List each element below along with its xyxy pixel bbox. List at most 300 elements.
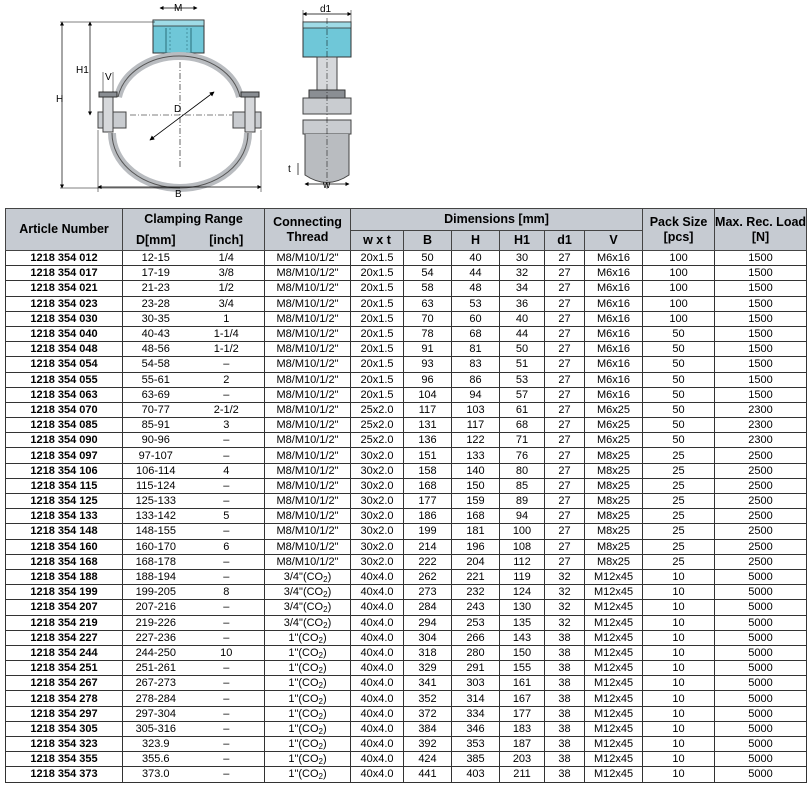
cell-dim-V: M8x25: [585, 539, 643, 554]
cell-clamping-d-mm: 54-58: [123, 357, 189, 372]
cell-dim-H: 48: [452, 281, 500, 296]
cell-dim-B: 158: [404, 463, 452, 478]
cell-dim-B: 131: [404, 418, 452, 433]
cell-article-number: 1218 354 023: [6, 296, 123, 311]
cell-dim-H1: 44: [500, 326, 545, 341]
cell-dim-d1: 27: [545, 296, 585, 311]
cell-clamping-inch: 4: [189, 463, 265, 478]
cell-dim-H: 253: [452, 615, 500, 630]
table-row: [6, 630, 807, 645]
cell-pack-size: 50: [643, 357, 715, 372]
cell-dim-d1: 27: [545, 402, 585, 417]
cell-clamping-d-mm: 168-178: [123, 554, 189, 569]
cell-article-number: 1218 354 054: [6, 357, 123, 372]
cell-article-number: 1218 354 278: [6, 691, 123, 706]
cell-max-rec-load: 1500: [715, 296, 807, 311]
cell-clamping-inch: –: [189, 691, 265, 706]
cell-pack-size: 50: [643, 433, 715, 448]
cell-dim-H1: 50: [500, 342, 545, 357]
cell-clamping-inch: –: [189, 615, 265, 630]
cell-clamping-d-mm: 323.9: [123, 737, 189, 752]
cell-max-rec-load: 5000: [715, 615, 807, 630]
cell-dim-H: 232: [452, 585, 500, 600]
cell-max-rec-load: 2300: [715, 418, 807, 433]
cell-clamping-d-mm: 90-96: [123, 433, 189, 448]
cell-article-number: 1218 354 070: [6, 402, 123, 417]
cell-dim-H: 196: [452, 539, 500, 554]
cell-max-rec-load: 2500: [715, 524, 807, 539]
cell-pack-size: 10: [643, 767, 715, 782]
cell-wxt: 40x4.0: [351, 676, 404, 691]
label-d1: d1: [320, 4, 332, 15]
cell-dim-H1: 187: [500, 737, 545, 752]
cell-clamping-d-mm: 97-107: [123, 448, 189, 463]
cell-wxt: 30x2.0: [351, 463, 404, 478]
cell-dim-H: 83: [452, 357, 500, 372]
cell-dim-V: M6x25: [585, 418, 643, 433]
cell-dim-H1: 177: [500, 706, 545, 721]
cell-dim-H: 60: [452, 311, 500, 326]
cell-dim-B: 136: [404, 433, 452, 448]
cell-wxt: 30x2.0: [351, 509, 404, 524]
cell-connecting-thread: M8/M10/1/2": [265, 357, 351, 372]
cell-clamping-d-mm: 40-43: [123, 326, 189, 341]
cell-connecting-thread: $1"(CO_2)$: [265, 661, 351, 676]
cell-dim-d1: 27: [545, 281, 585, 296]
cell-clamping-inch: –: [189, 478, 265, 493]
cell-clamping-d-mm: 23-28: [123, 296, 189, 311]
cell-clamping-inch: 1/2: [189, 281, 265, 296]
cell-dim-H: 86: [452, 372, 500, 387]
cell-wxt: 20x1.5: [351, 266, 404, 281]
table-header: [6, 209, 807, 251]
cell-max-rec-load: 1500: [715, 326, 807, 341]
cell-pack-size: 10: [643, 569, 715, 584]
cell-dim-d1: 38: [545, 630, 585, 645]
header-B: B: [404, 231, 452, 251]
cell-dim-H: 117: [452, 418, 500, 433]
cell-clamping-inch: –: [189, 721, 265, 736]
cell-dim-B: 91: [404, 342, 452, 357]
cell-wxt: 40x4.0: [351, 752, 404, 767]
cell-connecting-thread: M8/M10/1/2": [265, 433, 351, 448]
header-d1: d1: [545, 231, 585, 251]
cell-clamping-d-mm: 160-170: [123, 539, 189, 554]
cell-pack-size: 25: [643, 524, 715, 539]
cell-clamping-inch: –: [189, 661, 265, 676]
table-row: [6, 767, 807, 782]
cell-clamping-d-mm: 305-316: [123, 721, 189, 736]
cell-max-rec-load: 5000: [715, 585, 807, 600]
cell-clamping-inch: –: [189, 737, 265, 752]
cell-max-rec-load: 1500: [715, 311, 807, 326]
cell-wxt: 40x4.0: [351, 630, 404, 645]
cell-max-rec-load: 1500: [715, 266, 807, 281]
cell-pack-size: 10: [643, 676, 715, 691]
cell-article-number: 1218 354 090: [6, 433, 123, 448]
cell-dim-V: M8x25: [585, 554, 643, 569]
cell-dim-V: M12x45: [585, 752, 643, 767]
cell-dim-d1: 32: [545, 600, 585, 615]
cell-dim-d1: 27: [545, 251, 585, 266]
cell-max-rec-load: 5000: [715, 752, 807, 767]
cell-pack-size: 10: [643, 600, 715, 615]
cell-connecting-thread: M8/M10/1/2": [265, 372, 351, 387]
side-view-drawing: [288, 4, 351, 191]
cell-dim-d1: 27: [545, 539, 585, 554]
cell-pack-size: 50: [643, 418, 715, 433]
cell-dim-B: 93: [404, 357, 452, 372]
cell-article-number: 1218 354 115: [6, 478, 123, 493]
cell-max-rec-load: 2500: [715, 539, 807, 554]
cell-clamping-d-mm: 17-19: [123, 266, 189, 281]
cell-dim-B: 186: [404, 509, 452, 524]
cell-connecting-thread: $1"(CO_2)$: [265, 691, 351, 706]
cell-clamping-d-mm: 373.0: [123, 767, 189, 782]
cell-article-number: 1218 354 323: [6, 737, 123, 752]
cell-connecting-thread: $3/4"(CO_2)$: [265, 615, 351, 630]
cell-wxt: 40x4.0: [351, 615, 404, 630]
header-pack-size: Pack Size [pcs]: [643, 209, 715, 251]
cell-wxt: 30x2.0: [351, 448, 404, 463]
cell-connecting-thread: $3/4"(CO_2)$: [265, 600, 351, 615]
cell-dim-B: 392: [404, 737, 452, 752]
cell-wxt: 40x4.0: [351, 661, 404, 676]
cell-article-number: 1218 354 207: [6, 600, 123, 615]
table-row: [6, 752, 807, 767]
cell-dim-B: 372: [404, 706, 452, 721]
cell-connecting-thread: $3/4"(CO_2)$: [265, 569, 351, 584]
cell-dim-d1: 27: [545, 463, 585, 478]
cell-dim-V: M12x45: [585, 706, 643, 721]
cell-dim-V: M6x16: [585, 266, 643, 281]
cell-connecting-thread: M8/M10/1/2": [265, 448, 351, 463]
cell-pack-size: 10: [643, 706, 715, 721]
cell-connecting-thread: M8/M10/1/2": [265, 509, 351, 524]
cell-max-rec-load: 1500: [715, 372, 807, 387]
cell-clamping-inch: –: [189, 706, 265, 721]
cell-dim-d1: 27: [545, 478, 585, 493]
cell-clamping-inch: 2: [189, 372, 265, 387]
cell-dim-H: 303: [452, 676, 500, 691]
cell-pack-size: 10: [643, 645, 715, 660]
cell-wxt: 40x4.0: [351, 706, 404, 721]
cell-clamping-inch: 1/4: [189, 251, 265, 266]
cell-max-rec-load: 2500: [715, 494, 807, 509]
cell-pack-size: 100: [643, 251, 715, 266]
cell-dim-V: M12x45: [585, 676, 643, 691]
cell-dim-V: M8x25: [585, 448, 643, 463]
cell-max-rec-load: 5000: [715, 737, 807, 752]
table-row: [6, 494, 807, 509]
table-row: [6, 433, 807, 448]
header-dimensions: Dimensions [mm]: [351, 209, 643, 231]
cell-dim-H: 81: [452, 342, 500, 357]
cell-clamping-d-mm: 148-155: [123, 524, 189, 539]
cell-wxt: 30x2.0: [351, 554, 404, 569]
cell-dim-H1: 34: [500, 281, 545, 296]
technical-drawings: [0, 0, 811, 205]
cell-dim-V: M12x45: [585, 661, 643, 676]
cell-connecting-thread: M8/M10/1/2": [265, 251, 351, 266]
cell-wxt: 20x1.5: [351, 357, 404, 372]
cell-clamping-inch: 10: [189, 645, 265, 660]
cell-dim-d1: 38: [545, 737, 585, 752]
cell-dim-H: 94: [452, 387, 500, 402]
cell-dim-H1: 40: [500, 311, 545, 326]
cell-dim-V: M8x25: [585, 509, 643, 524]
cell-clamping-inch: –: [189, 752, 265, 767]
cell-dim-H: 103: [452, 402, 500, 417]
cell-article-number: 1218 354 160: [6, 539, 123, 554]
cell-clamping-d-mm: 297-304: [123, 706, 189, 721]
cell-dim-H: 159: [452, 494, 500, 509]
cell-max-rec-load: 1500: [715, 251, 807, 266]
table-row: [6, 737, 807, 752]
cell-wxt: 40x4.0: [351, 721, 404, 736]
cell-dim-H1: 167: [500, 691, 545, 706]
cell-dim-V: M8x25: [585, 524, 643, 539]
cell-dim-H: 68: [452, 326, 500, 341]
cell-dim-H: 53: [452, 296, 500, 311]
cell-article-number: 1218 354 097: [6, 448, 123, 463]
cell-dim-H1: 130: [500, 600, 545, 615]
cell-dim-H: 266: [452, 630, 500, 645]
header-article-number: Article Number: [6, 209, 123, 251]
cell-dim-H: 280: [452, 645, 500, 660]
cell-dim-V: M6x16: [585, 296, 643, 311]
cell-dim-V: M12x45: [585, 615, 643, 630]
cell-dim-H: 122: [452, 433, 500, 448]
cell-wxt: 30x2.0: [351, 539, 404, 554]
cell-dim-V: M8x25: [585, 478, 643, 493]
cell-article-number: 1218 354 267: [6, 676, 123, 691]
front-view-drawing: [56, 3, 261, 200]
header-V: V: [585, 231, 643, 251]
cell-pack-size: 25: [643, 478, 715, 493]
cell-dim-B: 151: [404, 448, 452, 463]
cell-max-rec-load: 2500: [715, 509, 807, 524]
cell-connecting-thread: $1"(CO_2)$: [265, 645, 351, 660]
cell-dim-d1: 27: [545, 509, 585, 524]
cell-pack-size: 10: [643, 752, 715, 767]
cell-dim-B: 104: [404, 387, 452, 402]
cell-dim-H: 44: [452, 266, 500, 281]
cell-max-rec-load: 2500: [715, 448, 807, 463]
cell-wxt: 40x4.0: [351, 737, 404, 752]
label-H: H: [56, 94, 64, 105]
cell-clamping-inch: 3/8: [189, 266, 265, 281]
cell-dim-V: M12x45: [585, 645, 643, 660]
cell-clamping-d-mm: 251-261: [123, 661, 189, 676]
cell-clamping-d-mm: 85-91: [123, 418, 189, 433]
table-row: [6, 721, 807, 736]
cell-max-rec-load: 1500: [715, 357, 807, 372]
cell-dim-d1: 38: [545, 676, 585, 691]
cell-dim-H1: 211: [500, 767, 545, 782]
table-row: [6, 357, 807, 372]
cell-dim-H1: 108: [500, 539, 545, 554]
cell-clamping-inch: 8: [189, 585, 265, 600]
cell-clamping-inch: –: [189, 448, 265, 463]
cell-dim-H1: 119: [500, 569, 545, 584]
cell-clamping-d-mm: 70-77: [123, 402, 189, 417]
cell-max-rec-load: 2500: [715, 478, 807, 493]
cell-dim-H1: 76: [500, 448, 545, 463]
cell-dim-H: 181: [452, 524, 500, 539]
cell-dim-V: M6x16: [585, 281, 643, 296]
cell-dim-H1: 32: [500, 266, 545, 281]
label-t: t: [288, 164, 291, 175]
table-row: [6, 342, 807, 357]
label-w: w: [323, 180, 331, 191]
cell-dim-V: M6x25: [585, 433, 643, 448]
header-max-rec-load: Max. Rec. Load [N]: [715, 209, 807, 251]
cell-clamping-inch: –: [189, 494, 265, 509]
header-H: H: [452, 231, 500, 251]
cell-dim-B: 117: [404, 402, 452, 417]
cell-article-number: 1218 354 106: [6, 463, 123, 478]
cell-dim-H1: 68: [500, 418, 545, 433]
cell-clamping-d-mm: 30-35: [123, 311, 189, 326]
cell-dim-B: 177: [404, 494, 452, 509]
cell-max-rec-load: 5000: [715, 767, 807, 782]
table-row: [6, 251, 807, 266]
cell-dim-H: 40: [452, 251, 500, 266]
cell-article-number: 1218 354 305: [6, 721, 123, 736]
cell-dim-B: 63: [404, 296, 452, 311]
cell-dim-V: M12x45: [585, 767, 643, 782]
cell-article-number: 1218 354 188: [6, 569, 123, 584]
cell-clamping-d-mm: 21-23: [123, 281, 189, 296]
cell-max-rec-load: 1500: [715, 281, 807, 296]
table-row: [6, 326, 807, 341]
cell-dim-d1: 27: [545, 387, 585, 402]
cell-clamping-d-mm: 48-56: [123, 342, 189, 357]
cell-clamping-inch: –: [189, 630, 265, 645]
cell-clamping-inch: 1: [189, 311, 265, 326]
cell-dim-H1: 61: [500, 402, 545, 417]
cell-wxt: 25x2.0: [351, 433, 404, 448]
cell-max-rec-load: 5000: [715, 706, 807, 721]
table-row: [6, 676, 807, 691]
cell-article-number: 1218 354 219: [6, 615, 123, 630]
cell-pack-size: 25: [643, 554, 715, 569]
cell-dim-V: M6x16: [585, 357, 643, 372]
cell-article-number: 1218 354 017: [6, 266, 123, 281]
cell-dim-d1: 27: [545, 372, 585, 387]
cell-article-number: 1218 354 373: [6, 767, 123, 782]
cell-dim-H: 385: [452, 752, 500, 767]
cell-pack-size: 10: [643, 721, 715, 736]
cell-max-rec-load: 5000: [715, 630, 807, 645]
cell-clamping-d-mm: 106-114: [123, 463, 189, 478]
cell-article-number: 1218 354 040: [6, 326, 123, 341]
cell-wxt: 20x1.5: [351, 296, 404, 311]
cell-clamping-d-mm: 63-69: [123, 387, 189, 402]
cell-dim-H: 403: [452, 767, 500, 782]
cell-wxt: 40x4.0: [351, 767, 404, 782]
cell-pack-size: 100: [643, 266, 715, 281]
cell-dim-d1: 38: [545, 645, 585, 660]
cell-dim-V: M12x45: [585, 737, 643, 752]
cell-clamping-d-mm: 207-216: [123, 600, 189, 615]
cell-dim-d1: 27: [545, 494, 585, 509]
cell-article-number: 1218 354 085: [6, 418, 123, 433]
cell-clamping-inch: 1-1/2: [189, 342, 265, 357]
cell-max-rec-load: 5000: [715, 661, 807, 676]
cell-wxt: 40x4.0: [351, 691, 404, 706]
header-clamping-range: Clamping Range: [123, 209, 265, 231]
cell-dim-d1: 32: [545, 585, 585, 600]
cell-clamping-inch: –: [189, 569, 265, 584]
cell-pack-size: 25: [643, 463, 715, 478]
cell-dim-B: 441: [404, 767, 452, 782]
cell-dim-d1: 38: [545, 661, 585, 676]
cell-connecting-thread: M8/M10/1/2": [265, 478, 351, 493]
cell-article-number: 1218 354 063: [6, 387, 123, 402]
cell-connecting-thread: $1"(CO_2)$: [265, 676, 351, 691]
cell-connecting-thread: $1"(CO_2)$: [265, 767, 351, 782]
cell-dim-d1: 32: [545, 615, 585, 630]
table-row: [6, 706, 807, 721]
cell-connecting-thread: $1"(CO_2)$: [265, 737, 351, 752]
cell-article-number: 1218 354 030: [6, 311, 123, 326]
cell-dim-V: M12x45: [585, 630, 643, 645]
cell-clamping-inch: 2-1/2: [189, 402, 265, 417]
cell-clamping-d-mm: 278-284: [123, 691, 189, 706]
cell-wxt: 30x2.0: [351, 494, 404, 509]
cell-connecting-thread: $1"(CO_2)$: [265, 721, 351, 736]
cell-pack-size: 50: [643, 402, 715, 417]
cell-dim-H1: 100: [500, 524, 545, 539]
label-D: D: [174, 104, 182, 115]
cell-connecting-thread: $1"(CO_2)$: [265, 706, 351, 721]
cell-max-rec-load: 5000: [715, 569, 807, 584]
cell-dim-B: 96: [404, 372, 452, 387]
cell-wxt: 40x4.0: [351, 569, 404, 584]
cell-clamping-d-mm: 199-205: [123, 585, 189, 600]
cell-dim-d1: 27: [545, 524, 585, 539]
cell-dim-d1: 38: [545, 767, 585, 782]
table-row: [6, 448, 807, 463]
cell-pack-size: 100: [643, 311, 715, 326]
cell-dim-H: 334: [452, 706, 500, 721]
cell-dim-H1: 80: [500, 463, 545, 478]
cell-clamping-inch: –: [189, 676, 265, 691]
cell-clamping-d-mm: 12-15: [123, 251, 189, 266]
cell-wxt: 30x2.0: [351, 524, 404, 539]
table-row: [6, 418, 807, 433]
cell-dim-H1: 150: [500, 645, 545, 660]
cell-clamping-d-mm: 227-236: [123, 630, 189, 645]
cell-clamping-inch: 6: [189, 539, 265, 554]
cell-dim-B: 424: [404, 752, 452, 767]
table-row: [6, 645, 807, 660]
cell-dim-V: M12x45: [585, 600, 643, 615]
table-row: [6, 478, 807, 493]
table-row: [6, 524, 807, 539]
cell-dim-B: 54: [404, 266, 452, 281]
cell-wxt: 20x1.5: [351, 251, 404, 266]
table-row: [6, 281, 807, 296]
cell-dim-B: 384: [404, 721, 452, 736]
cell-dim-B: 50: [404, 251, 452, 266]
cell-dim-H1: 53: [500, 372, 545, 387]
cell-dim-H: 314: [452, 691, 500, 706]
cell-dim-d1: 38: [545, 691, 585, 706]
cell-article-number: 1218 354 297: [6, 706, 123, 721]
